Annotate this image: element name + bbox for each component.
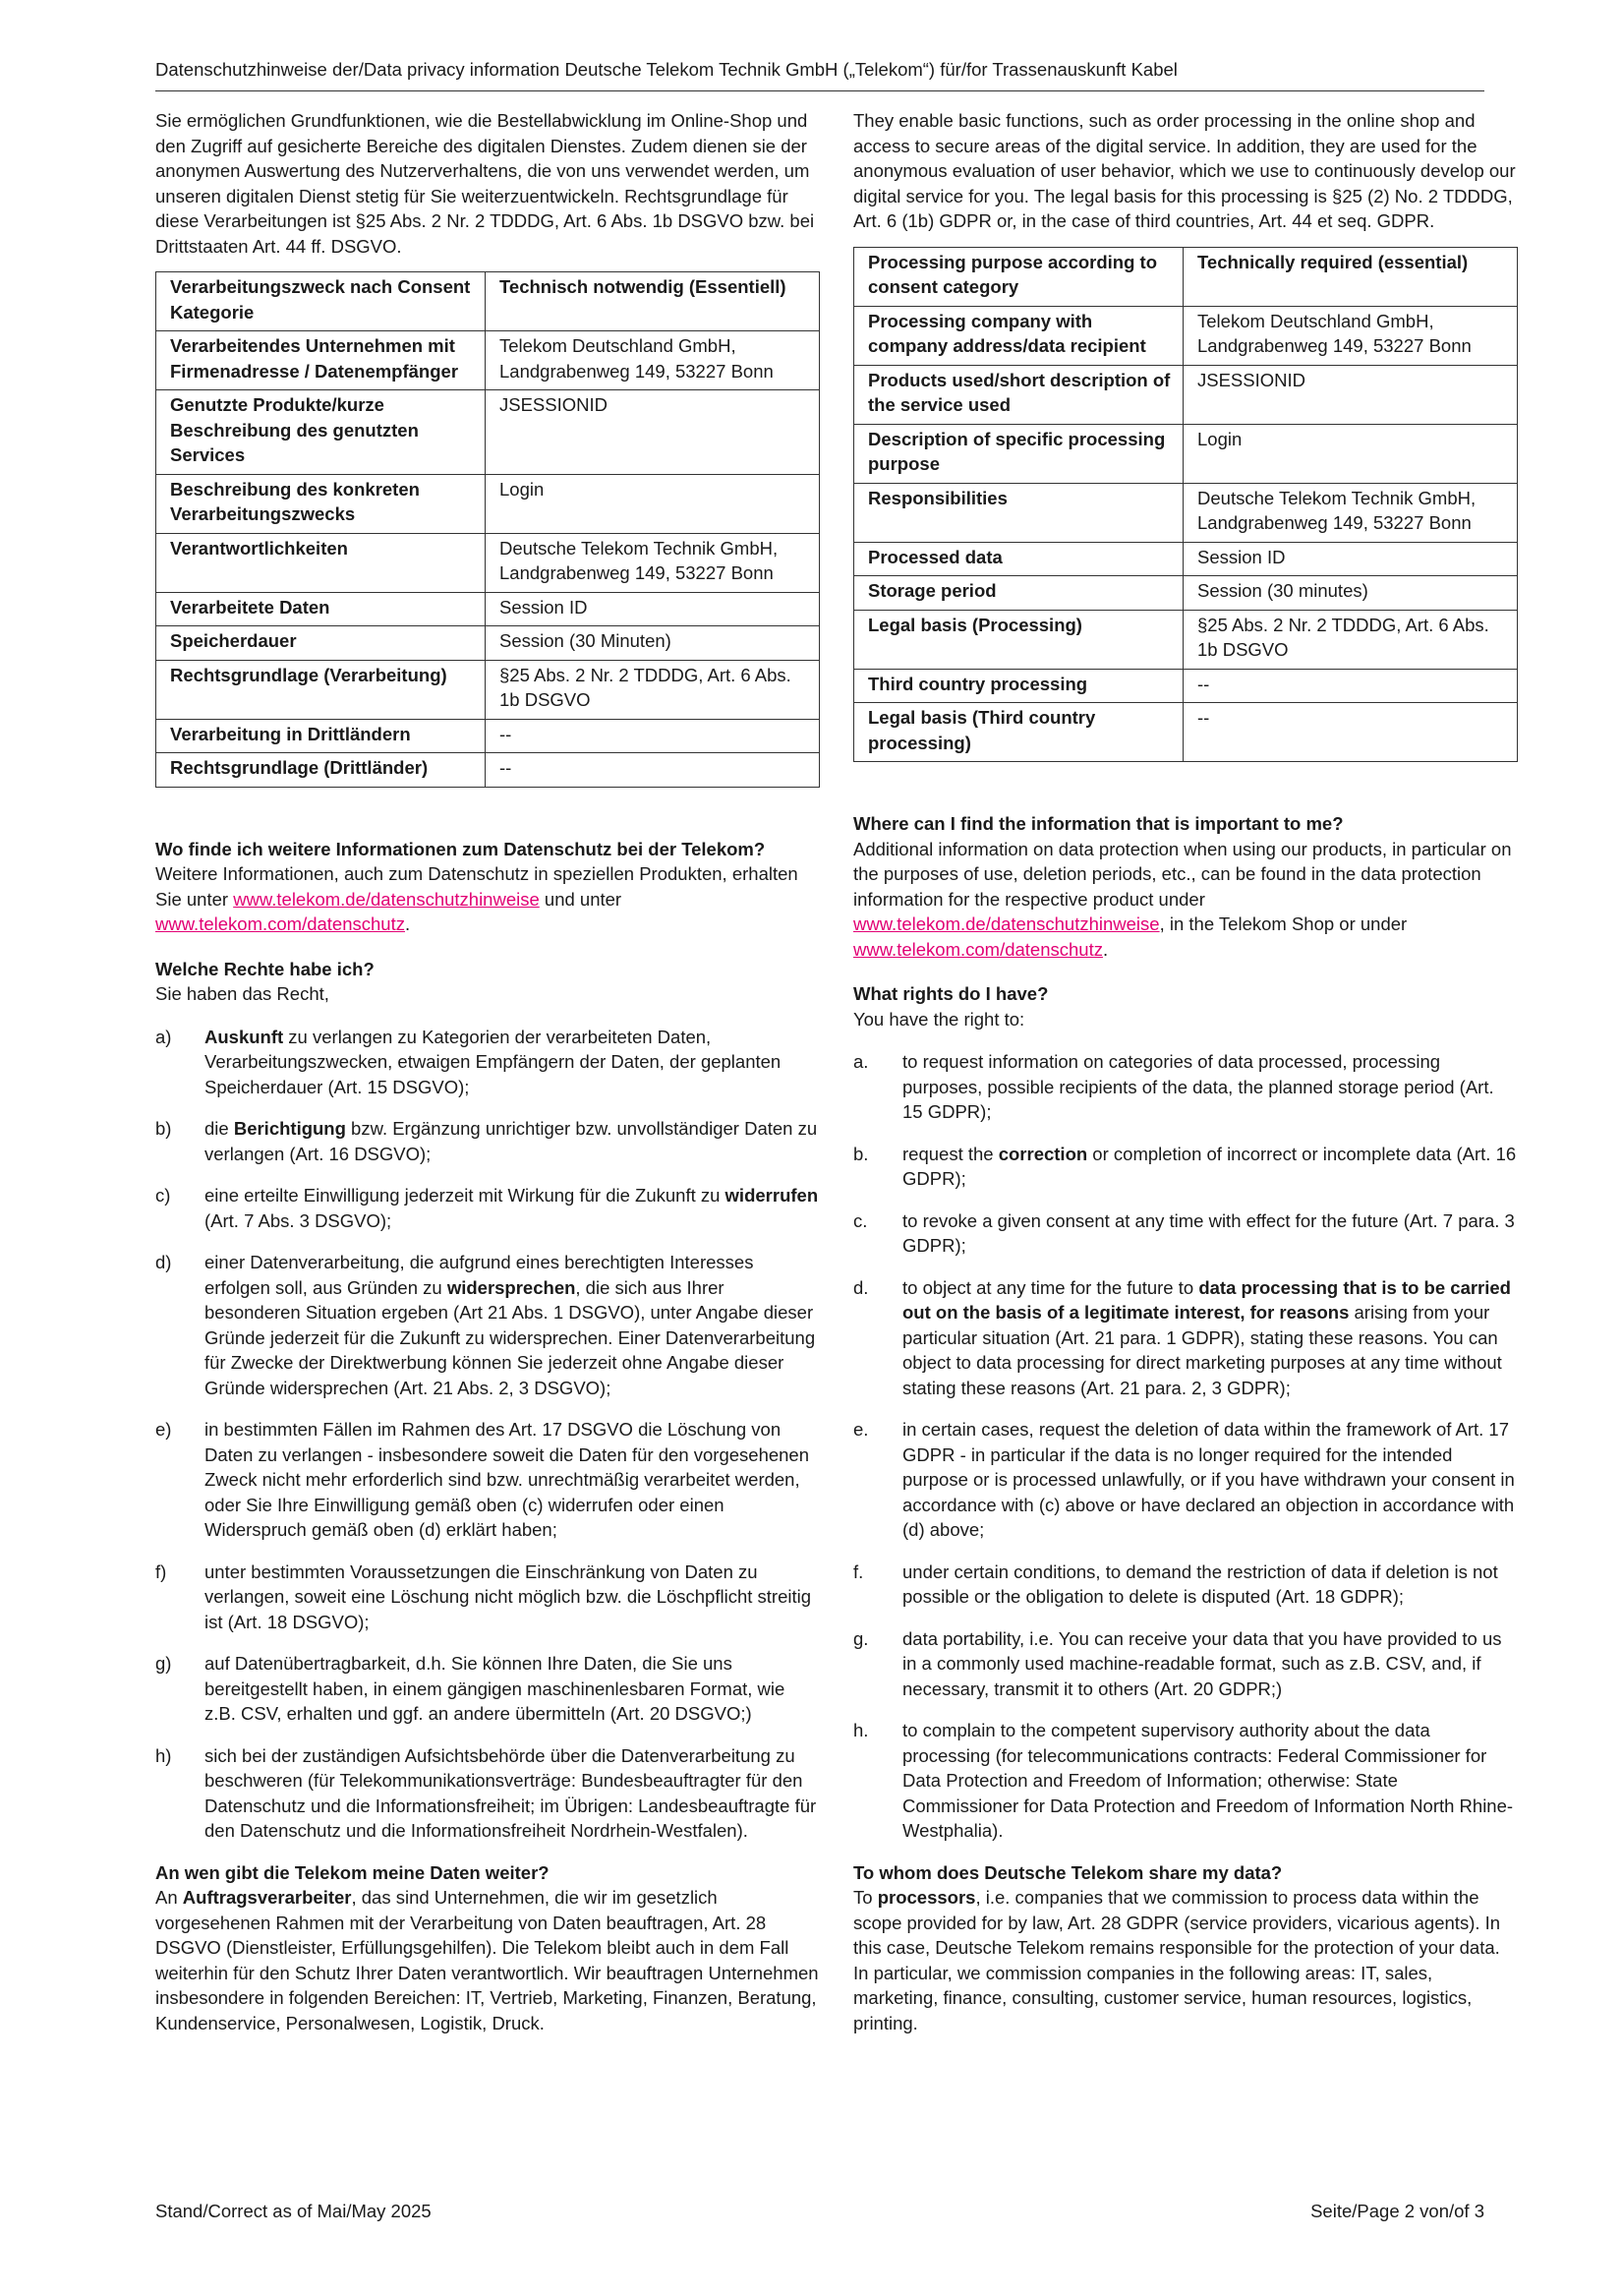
processing-table: [853, 247, 1518, 763]
table-key-cell: Products used/short description of the service used: [854, 365, 1184, 424]
table-row: [156, 533, 820, 592]
list-text-part: data portability, i.e. You can receive your data that you have provided to us in a commonly used machine-readable format, such as z.B. CSV, and, if necessary, transmit it to others (Art. 20 GDPR;): [902, 1627, 1502, 1699]
list-text-part: sich bei der zuständigen Aufsichtsbehörde über die Datenverarbeitung zu beschweren (für Telekommunikationsverträge: Bundesbeauftragter für den Datenschutz und die Informationsfreiheit; im Übrigen: Landesbeauftragte für den Datenschutz und die Informationsfreiheit Nordrhein-Westfalen).: [204, 1744, 817, 1841]
table-value-cell: Session (30 minutes): [1184, 576, 1518, 611]
table-key-cell: Third country processing: [854, 669, 1184, 703]
list-text-part: auf Datenübertragbarkeit, d.h. Sie können Ihre Daten, die Sie uns bereitgestellt haben, in einem gängigen maschinenlesbaren Format, wie z.B. CSV, erhalten und ggf. an andere übermitteln (Art. 20 DSGVO;): [204, 1653, 785, 1724]
table-value-cell: Telekom Deutschland GmbH, Landgrabenweg 149, 53227 Bonn: [486, 331, 820, 390]
rights-list: [155, 1025, 820, 1844]
list-marker: c.: [853, 1209, 868, 1231]
table-row: [156, 474, 820, 533]
list-marker: b.: [853, 1143, 869, 1164]
list-marker: e): [155, 1419, 172, 1440]
table-row: [156, 390, 820, 475]
list-item-text: [204, 1417, 820, 1543]
list-marker: d.: [853, 1276, 869, 1298]
list-text-part: (Art. 7 Abs. 3 DSGVO);: [204, 1209, 392, 1231]
table-row: [854, 365, 1518, 424]
rights-list-item: [853, 1560, 1517, 1610]
table-value-cell: Deutsche Telekom Technik GmbH, Landgrabenweg 149, 53227 Bonn: [486, 533, 820, 592]
list-text-part: , die sich aus Ihrer besonderen Situation ergeben (Art 21 Abs. 1 DSGVO), unter Angabe dieser Gründe jederzeit für die Zukunft zu widersprechen. Einer Datenverarbeitung für Zwecke der Direktwerbung können Sie jederzeit ohne Angabe dieser Gründe widersprechen (Art. 21 Abs. 2, 3 DSGVO);: [204, 1276, 816, 1398]
table-row: [156, 753, 820, 788]
list-bold-term: Berichtigung: [233, 1118, 346, 1139]
list-text-part: under certain conditions, to demand the restriction of data if deletion is not possible or the obligation to delete is disputed (Art. 18 GDPR);: [902, 1560, 1498, 1607]
share-bold-term: Auftragsverarbeiter: [182, 1887, 352, 1908]
share-text-part: To: [853, 1887, 878, 1908]
info-text-part: Additional information on data protection when using our products, in particular on the purposes of use, deletion periods, etc., can be found in the data protection information for the respective product under: [853, 838, 1512, 910]
list-bold-term: widersprechen: [446, 1276, 576, 1298]
table-value-cell: Telekom Deutschland GmbH, Landgrabenweg 149, 53227 Bonn: [1184, 306, 1518, 365]
table-value-cell: Login: [1184, 424, 1518, 483]
rights-list-item: [853, 1275, 1517, 1401]
info-heading: Where can I find the information that is important to me?: [853, 813, 1344, 834]
table-row: [854, 576, 1518, 611]
list-marker: f.: [853, 1560, 864, 1582]
table-row: [156, 272, 820, 331]
share-section: [155, 1860, 820, 2036]
table-row: [156, 592, 820, 626]
table-key-cell: Storage period: [854, 576, 1184, 611]
share-bold-term: processors: [877, 1887, 976, 1908]
link-datenschutzhinweise[interactable]: www.telekom.de/datenschutzhinweise: [233, 888, 540, 910]
table-key-cell: Processing company with company address/data recipient: [854, 306, 1184, 365]
list-item-text: [902, 1142, 1517, 1192]
rights-section: [155, 957, 820, 1844]
list-text-part: die: [204, 1118, 234, 1139]
table-key-cell: Speicherdauer: [156, 626, 486, 661]
rights-list: [853, 1049, 1517, 1844]
list-text-part: to request information on categories of data processed, processing purposes, possible recipients of the data, the planned storage period (Art. 15 GDPR);: [902, 1051, 1494, 1122]
list-bold-term: widerrufen: [724, 1185, 819, 1206]
info-text-part: .: [1102, 938, 1109, 960]
list-text-part: in certain cases, request the deletion of data within the framework of Art. 17 GDPR - in particular if the data is no longer required for the intended purpose or is processed unlawfully, or if you have withdrawn your consent in accordance with (c) above or have declared an objection in accordance with (d) above;: [902, 1419, 1515, 1540]
table-key-cell: Rechtsgrundlage (Drittländer): [156, 753, 486, 788]
table-value-cell: §25 Abs. 2 Nr. 2 TDDDG, Art. 6 Abs. 1b DSGVO: [1184, 610, 1518, 669]
table-value-cell: Technically required (essential): [1184, 247, 1518, 306]
rights-lead: You have the right to:: [853, 1008, 1025, 1030]
info-text-part: , in the Telekom Shop or under: [1159, 913, 1408, 934]
share-heading: To whom does Deutsche Telekom share my data?: [853, 1861, 1283, 1883]
list-item-text: [204, 1116, 820, 1166]
table-value-cell: Session ID: [1184, 542, 1518, 576]
table-value-cell: JSESSIONID: [1184, 365, 1518, 424]
list-text-part: eine erteilte Einwilligung jederzeit mit Wirkung für die Zukunft zu: [204, 1185, 725, 1206]
list-text-part: to complain to the competent supervisory authority about the data processing (for telecommunications contracts: Federal Commissioner for Data Protection and Freedom of Information; otherwise: State Commissioner for Data Protection and Freedom of Information North Rhine-Westphalia).: [902, 1720, 1514, 1841]
table-key-cell: Verarbeitung in Drittländern: [156, 719, 486, 753]
info-heading: Wo finde ich weitere Informationen zum Datenschutz bei der Telekom?: [155, 838, 766, 859]
info-text-part: und unter: [539, 888, 622, 910]
list-marker: f): [155, 1560, 167, 1582]
link-datenschutz[interactable]: www.telekom.com/datenschutz: [853, 938, 1103, 960]
table-key-cell: Responsibilities: [854, 483, 1184, 542]
table-key-cell: Verarbeitendes Unternehmen mit Firmenadresse / Datenempfänger: [156, 331, 486, 390]
table-row: [854, 703, 1518, 762]
info-text: [853, 837, 1517, 963]
list-bold-term: Auskunft: [204, 1026, 284, 1047]
table-key-cell: Processing purpose according to consent category: [854, 247, 1184, 306]
list-marker: d): [155, 1252, 172, 1272]
table-key-cell: Verantwortlichkeiten: [156, 533, 486, 592]
info-text-part: Weitere Informationen, auch zum Datenschutz in speziellen Produkten, erhalten Sie unter: [155, 863, 798, 910]
list-item-text: [902, 1560, 1517, 1610]
rights-list-item: [155, 1183, 820, 1233]
table-row: [156, 626, 820, 661]
rights-list-item: [155, 1651, 820, 1727]
column-english: [853, 108, 1517, 2055]
table-key-cell: Verarbeitungszweck nach Consent Kategorie: [156, 272, 486, 331]
table-value-cell: --: [1184, 703, 1518, 762]
list-marker: b): [155, 1118, 172, 1139]
table-value-cell: Deutsche Telekom Technik GmbH, Landgrabenweg 149, 53227 Bonn: [1184, 483, 1518, 542]
list-item-text: [204, 1651, 820, 1727]
footer-page-number: Seite/Page 2 von/of 3: [1310, 2201, 1484, 2221]
rights-list-item: [853, 1718, 1517, 1844]
list-item-text: [204, 1183, 820, 1233]
table-value-cell: §25 Abs. 2 Nr. 2 TDDDG, Art. 6 Abs. 1b DSGVO: [486, 660, 820, 719]
rights-list-item: [853, 1142, 1517, 1192]
list-marker: g): [155, 1653, 172, 1674]
info-section: [155, 837, 820, 937]
share-text-part: , das sind Unternehmen, die wir im gesetzlich vorgesehenen Rahmen mit der Verarbeitung von Daten beauftragen, Art. 28 DSGVO (Dienstleister, Erfüllungsgehilfen). Die Telekom bleibt auch in dem Fall weiterhin für den Schutz Ihrer Daten verantwortlich. Wir beauftragen Unternehmen insbesondere in folgenden Bereichen: IT, Vertrieb, Marketing, Finanzen, Beratung, Kundenservice, Personalwesen, Logistik, Druck.: [155, 1887, 819, 2033]
list-item-text: [204, 1560, 820, 1635]
list-item-text: [902, 1417, 1517, 1543]
list-item-text: [902, 1718, 1517, 1844]
rights-list-item: [155, 1116, 820, 1166]
list-item-text: [902, 1275, 1517, 1401]
link-datenschutz[interactable]: www.telekom.com/datenschutz: [155, 913, 405, 934]
table-key-cell: Verarbeitete Daten: [156, 592, 486, 626]
table-value-cell: --: [486, 753, 820, 788]
list-item-text: [204, 1250, 820, 1400]
list-text-part: in bestimmten Fällen im Rahmen des Art. 17 DSGVO die Löschung von Daten zu verlangen - insbesondere soweit die Daten für den vorgesehenen Zweck nicht mehr erforderlich sind bzw. unrechtmäßig verarbeitet werden, oder Sie Ihre Einwilligung gemäß oben (c) widerrufen oder einen Widerspruch gemäß oben (d) erklärt haben;: [204, 1419, 810, 1540]
share-text-part: , i.e. companies that we commission to process data within the scope provided for by law, Art. 28 GDPR (service providers, vicarious agents). In this case, Deutsche Telekom remains responsible for the protection of your data. In particular, we commission companies in the following areas: IT, sales, marketing, finance, consulting, customer service, human resources, logistics, printing.: [853, 1887, 1501, 2033]
table-value-cell: Technisch notwendig (Essentiell): [486, 272, 820, 331]
table-value-cell: Login: [486, 474, 820, 533]
rights-list-item: [853, 1626, 1517, 1702]
share-heading: An wen gibt die Telekom meine Daten weiter?: [155, 1861, 550, 1883]
table-row: [156, 719, 820, 753]
list-item-text: [204, 1743, 820, 1844]
info-text-part: .: [404, 913, 411, 934]
column-german: [155, 108, 820, 2055]
list-marker: h.: [853, 1720, 869, 1740]
intro-paragraph: Sie ermöglichen Grundfunktionen, wie die Bestellabwicklung im Online-Shop und den Zugriff auf gesicherte Bereiche des digitalen Dienstes. Zudem dienen sie der anonymen Auswertung des Nutzerverhaltens, die von uns verwendet werden, um unseren digitalen Dienst stetig für Sie weiterzuentwickeln. Rechtsgrundlage für diese Verarbeitungen ist §25 Abs. 2 Nr. 2 TDDDG, Art. 6 Abs. 1b DSGVO bzw. bei Drittstaaten Art. 44 ff. DSGVO.: [155, 110, 815, 257]
table-key-cell: Rechtsgrundlage (Verarbeitung): [156, 660, 486, 719]
list-bold-term: data processing that is to be carried out on the basis of a legitimate interest, for reasons: [902, 1276, 1511, 1323]
rights-section: [853, 981, 1517, 1844]
list-item-text: [204, 1025, 820, 1100]
table-row: [854, 610, 1518, 669]
list-text-part: or completion of incorrect or incomplete data (Art. 16 GDPR);: [902, 1143, 1517, 1189]
rights-list-item: [853, 1049, 1517, 1125]
intro-paragraph: They enable basic functions, such as order processing in the online shop and access to secure areas of the digital service. In addition, they are used for the anonymous evaluation of user behavior, which we use to continuously develop our digital service for you. The legal basis for this processing is §25 (2) No. 2 TDDDG, Art. 6 (1b) GDPR or, in the case of third countries, Art. 44 et seq. GDPR.: [853, 110, 1516, 231]
list-item-text: [902, 1049, 1517, 1125]
rights-list-item: [155, 1417, 820, 1543]
table-row: [854, 669, 1518, 703]
share-text-part: An: [155, 1887, 183, 1908]
table-key-cell: Legal basis (Third country processing): [854, 703, 1184, 762]
list-marker: a): [155, 1026, 172, 1047]
page-header: Datenschutzhinweise der/Data privacy information Deutsche Telekom Technik GmbH („Telekom“) für/for Trassenauskunft Kabel: [155, 57, 1484, 91]
list-text-part: zu verlangen zu Kategorien der verarbeiteten Daten, Verarbeitungszwecken, etwaigen Empfängern der Daten, der geplanten Speicherdauer (Art. 15 DSGVO);: [204, 1026, 782, 1097]
list-marker: g.: [853, 1627, 869, 1649]
table-value-cell: Session (30 Minuten): [486, 626, 820, 661]
rights-list-item: [853, 1208, 1517, 1259]
rights-list-item: [155, 1560, 820, 1635]
list-text-part: to revoke a given consent at any time with effect for the future (Art. 7 para. 3 GDPR);: [902, 1209, 1515, 1256]
table-row: [854, 542, 1518, 576]
table-value-cell: Session ID: [486, 592, 820, 626]
list-text-part: unter bestimmten Voraussetzungen die Einschränkung von Daten zu verlangen, soweit eine Löschung nicht möglich bzw. die Löschpflicht streitig ist (Art. 18 DSGVO);: [204, 1560, 812, 1632]
list-marker: h): [155, 1744, 172, 1766]
rights-list-item: [853, 1417, 1517, 1543]
list-marker: a.: [853, 1051, 869, 1072]
table-value-cell: --: [486, 719, 820, 753]
rights-lead: Sie haben das Recht,: [155, 983, 329, 1004]
table-row: [854, 424, 1518, 483]
info-text: [155, 861, 820, 937]
table-key-cell: Genutzte Produkte/kurze Beschreibung des genutzten Services: [156, 390, 486, 475]
rights-list-item: [155, 1025, 820, 1100]
table-row: [854, 247, 1518, 306]
table-row: [854, 483, 1518, 542]
table-key-cell: Description of specific processing purpose: [854, 424, 1184, 483]
info-section: [853, 811, 1517, 962]
rights-heading: Welche Rechte habe ich?: [155, 958, 375, 979]
list-text-part: bzw. Ergänzung unrichtiger bzw. unvollständiger Daten zu verlangen (Art. 16 DSGVO);: [204, 1118, 818, 1164]
rights-list-item: [155, 1743, 820, 1844]
table-key-cell: Legal basis (Processing): [854, 610, 1184, 669]
list-text-part: to object at any time for the future to: [902, 1276, 1199, 1298]
list-text-part: einer Datenverarbeitung, die aufgrund eines berechtigten Interesses erfolgen soll, aus Gründen zu: [204, 1252, 754, 1298]
list-item-text: [902, 1208, 1517, 1259]
share-section: [853, 1860, 1517, 2036]
share-text: [853, 1885, 1517, 2035]
list-bold-term: correction: [998, 1143, 1088, 1164]
rights-list-item: [155, 1250, 820, 1400]
table-key-cell: Processed data: [854, 542, 1184, 576]
table-row: [156, 660, 820, 719]
table-value-cell: --: [1184, 669, 1518, 703]
table-key-cell: Beschreibung des konkreten Verarbeitungszwecks: [156, 474, 486, 533]
link-datenschutzhinweise[interactable]: www.telekom.de/datenschutzhinweise: [853, 913, 1160, 934]
processing-table: [155, 271, 820, 788]
table-row: [156, 331, 820, 390]
list-marker: c): [155, 1185, 171, 1206]
list-text-part: request the: [902, 1143, 999, 1164]
table-row: [854, 306, 1518, 365]
share-text: [155, 1885, 820, 2035]
table-value-cell: JSESSIONID: [486, 390, 820, 475]
rights-heading: What rights do I have?: [853, 983, 1049, 1004]
list-item-text: [902, 1626, 1517, 1702]
list-marker: e.: [853, 1419, 869, 1440]
footer-date: Stand/Correct as of Mai/May 2025: [155, 2201, 432, 2221]
list-text-part: arising from your particular situation (Art. 21 para. 1 GDPR), stating these reasons. You can object to data processing for direct marketing purposes at any time without stating these reasons (Art. 21 para. 2, 3 GDPR);: [902, 1302, 1502, 1398]
